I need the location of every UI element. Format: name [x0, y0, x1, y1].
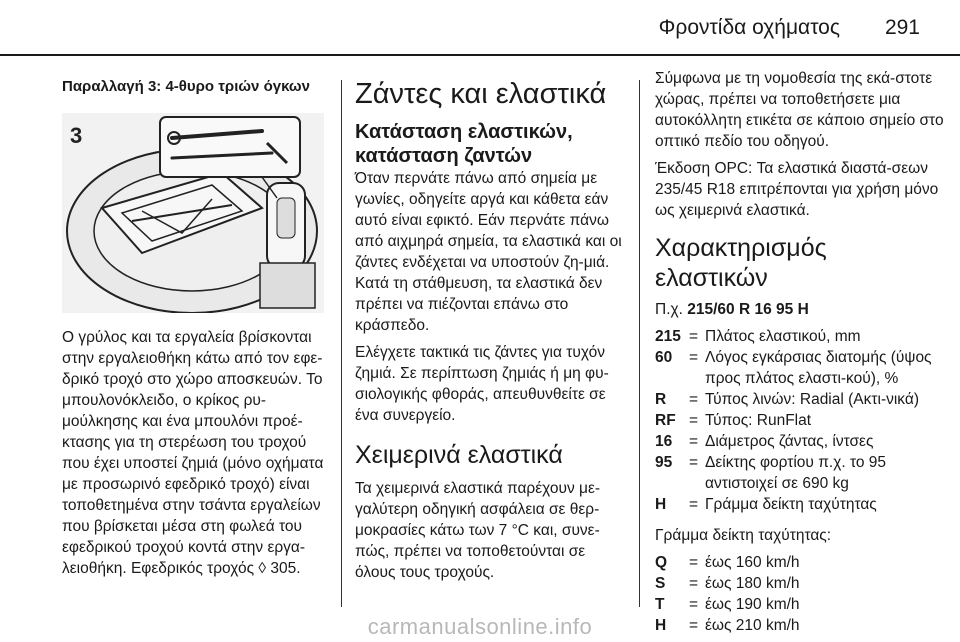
designation-item-v: Γράμμα δείκτη ταχύτητας [705, 496, 877, 513]
speed-item-k: T [655, 596, 665, 613]
designation-item-k: RF [655, 412, 676, 429]
speed-item-eq: = [689, 617, 699, 634]
header-rule [0, 54, 960, 56]
col3-paragraph-2: Έκδοση OPC: Τα ελαστικά διαστά-σεων 235/45 R18 επιτρέπονται για χρήση μόνο ως χειμερινά ελαστικά. [655, 160, 939, 219]
col1-paragraph [62, 327, 324, 579]
speed-item-eq: = [689, 554, 699, 571]
designation-item-k: H [655, 496, 667, 513]
designation-item-k: 95 [655, 454, 673, 471]
designation-item-k: 60 [655, 349, 673, 366]
designation-item-v: Δείκτης φορτίου π.χ. το 95 αντιστοιχεί σε 690 kg [705, 454, 887, 492]
figure-caption: Παραλλαγή 3: 4-θυρο τριών όγκων [62, 78, 310, 95]
page-number: 291 [884, 16, 920, 39]
tyre-designation-heading: Χαρακτηρισμός ελαστικών [655, 234, 827, 292]
speed-item-k: H [655, 617, 667, 634]
col2-paragraph-1: Όταν περνάτε πάνω από σημεία με γωνίες, οδηγείτε αργά και κάθετα εάν αυτό είναι εφικτό. Εάν περνάτε πάνω από αιχμηρά σημεία, τα ελαστικά και οι ζάντες ενδέχεται να υποστούν ζη-μιά. Κατά τη στάθμευση, τα ελαστικά δεν πρέπει να πιέζονται επάνω στο κράσπεδο. [355, 170, 622, 334]
example-line [655, 299, 945, 320]
speed-item-eq: = [689, 575, 699, 592]
section-heading: Ζάντες και ελαστικά [355, 78, 607, 110]
designation-item-v: Τύπος λινών: Radial (Ακτι-νικά) [705, 391, 919, 408]
speed-item-eq: = [689, 596, 699, 613]
designation-item-eq: = [689, 433, 699, 450]
col3-paragraph-1: Σύμφωνα με τη νομοθεσία της εκά-στοτε χώρας, πρέπει να τοποθετήσετε μια αυτοκόλλητη ετικέτα σε κάποιο σημείο στο οπτικό πεδίο του οδηγού. [655, 70, 944, 150]
speed-item-v: έως 210 km/h [705, 617, 800, 634]
col1-paragraph-text: Ο γρύλος και τα εργαλεία βρίσκονται στην εργαλειοθήκη κάτω από τον εφε-δρικό τροχό στο χώρο αποσκευών. Το μπουλονόκλειδο, ο κρίκος ρυ-μούλκησης και ένα μπουλόνι προέ-κτασης για τη στερέωση του τροχού που έχει υποστεί ζημιά (μόνο οχήματα με προσωρινό εφεδρικό τροχό) είναι τοποθετημένα στην τσάντα εργαλείων που βρίσκεται μέσα στη φωλεά του εφεδρικού τροχού κοντά στην εργα-λειοθήκη. Εφεδρικός τροχός [62, 329, 324, 577]
figure-number: 3 [70, 123, 83, 148]
designation-item-eq: = [689, 391, 699, 408]
page-header [0, 0, 960, 54]
page-ref-arrow-icon: ◊ [258, 560, 267, 577]
spare-wheel-tools-figure [62, 113, 324, 313]
designation-item-eq: = [689, 496, 699, 513]
designation-item-eq: = [689, 349, 699, 366]
jack-and-tools-illustration [62, 113, 324, 313]
col2-paragraph-3: Τα χειμερινά ελαστικά παρέχουν με-γαλύτερη οδηγική ασφάλεια σε θερ-μοκρασίες κάτω των 7 °C και, συνε-πώς, πρέπει να τοποθετούνται σε όλους τους τροχούς. [355, 480, 601, 581]
designation-item-v: Διάμετρος ζάντας, ίντσες [705, 433, 874, 450]
winter-tyres-heading: Χειμερινά ελαστικά [355, 441, 563, 469]
column-3 [655, 68, 945, 636]
watermark: carmanualsonline.info [367, 614, 593, 639]
column-divider-1 [341, 80, 342, 607]
designation-item-eq: = [689, 328, 699, 345]
header-title: Φροντίδα οχήματος [658, 16, 840, 39]
designation-item-k: R [655, 391, 667, 408]
speed-item-v: έως 190 km/h [705, 596, 800, 613]
column-2 [355, 68, 625, 589]
speed-item-v: έως 180 km/h [705, 575, 800, 592]
column-1 [62, 68, 324, 579]
designation-item-v: Λόγος εγκάρσιας διατομής (ύψος προς πλάτος ελαστι-κού), % [705, 349, 932, 387]
example-prefix: Π.χ. [655, 301, 683, 318]
speed-intro: Γράμμα δείκτη ταχύτητας: [655, 527, 832, 544]
designation-item-eq: = [689, 412, 699, 429]
page-ref-link[interactable]: 305. [270, 560, 301, 577]
designation-item-v: Τύπος: RunFlat [705, 412, 812, 429]
designation-item-k: 215 [655, 328, 681, 345]
speed-item-k: Q [655, 554, 668, 571]
designation-item-eq: = [689, 454, 699, 471]
designation-item-v: Πλάτος ελαστικού, mm [705, 328, 861, 345]
example-code: 215/60 R 16 95 H [687, 301, 809, 318]
column-divider-2 [639, 80, 640, 607]
speed-item-v: έως 160 km/h [705, 554, 800, 571]
designation-list [655, 326, 945, 515]
speed-item-k: S [655, 575, 666, 592]
subsection-heading: Κατάσταση ελαστικών, κατάσταση ζαντών [355, 121, 573, 167]
col2-paragraph-2: Ελέγχετε τακτικά τις ζάντες για τυχόν ζημιά. Σε περίπτωση ζημιάς ή μη φυ-σιολογικής φθοράς, απευθυνθείτε σε ένα συνεργείο. [355, 344, 609, 424]
designation-item-k: 16 [655, 433, 673, 450]
